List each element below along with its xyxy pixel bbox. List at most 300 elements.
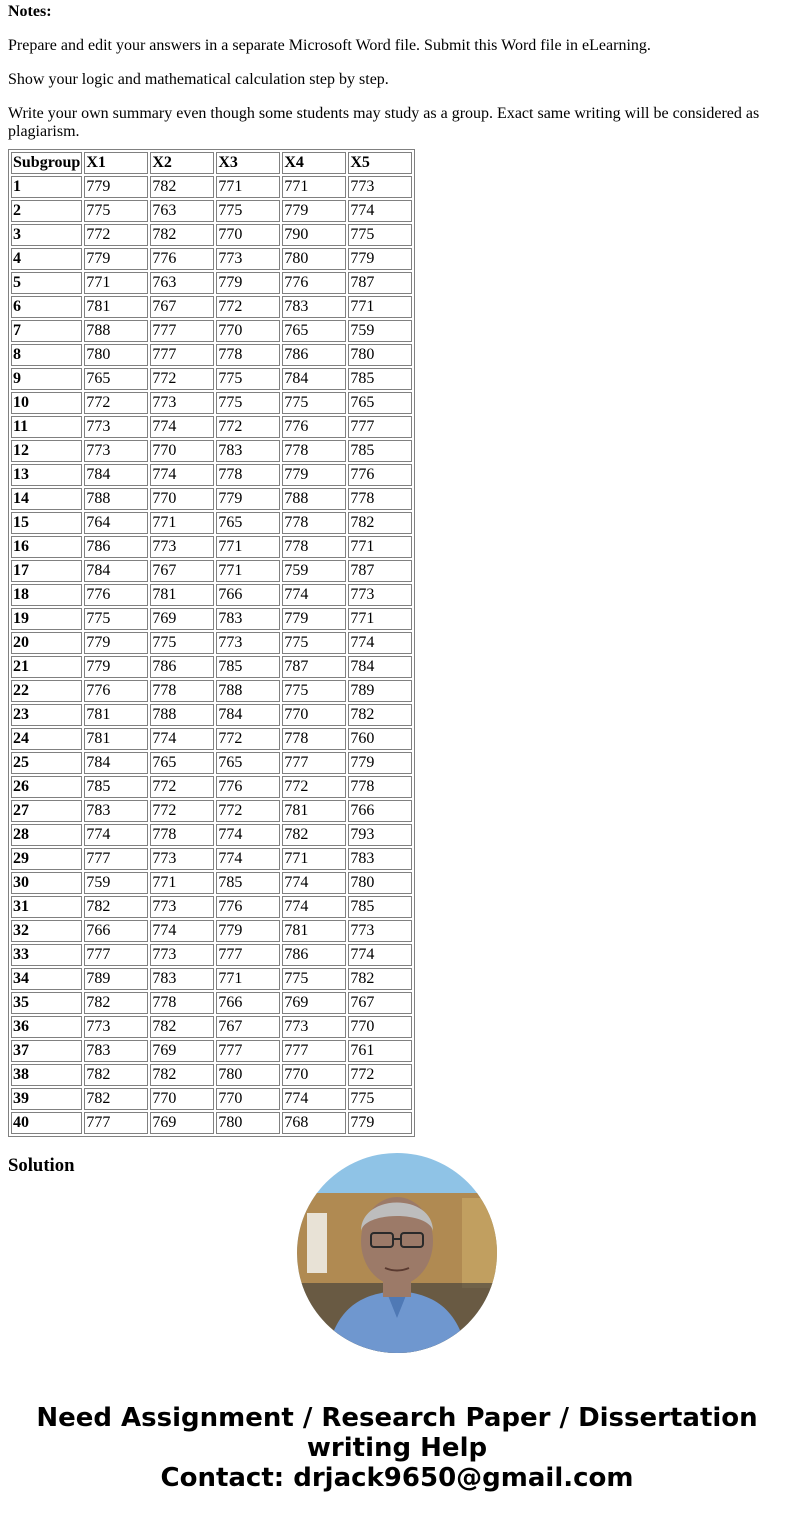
author-avatar bbox=[297, 1153, 497, 1353]
value-cell: 784 bbox=[348, 656, 412, 678]
value-cell: 783 bbox=[216, 440, 280, 462]
value-cell: 778 bbox=[216, 464, 280, 486]
value-cell: 770 bbox=[150, 488, 214, 510]
value-cell: 777 bbox=[282, 1040, 346, 1062]
banner-contact-email: Contact: drjack9650@gmail.com bbox=[160, 1463, 634, 1493]
value-cell: 772 bbox=[348, 1064, 412, 1086]
value-cell: 782 bbox=[84, 992, 148, 1014]
value-cell: 771 bbox=[216, 560, 280, 582]
table-row bbox=[11, 200, 412, 222]
value-cell: 778 bbox=[282, 440, 346, 462]
value-cell: 770 bbox=[150, 1088, 214, 1110]
value-cell: 786 bbox=[282, 944, 346, 966]
value-cell: 763 bbox=[150, 272, 214, 294]
value-cell: 784 bbox=[84, 464, 148, 486]
value-cell: 774 bbox=[150, 728, 214, 750]
subgroup-cell: 13 bbox=[11, 464, 82, 486]
value-cell: 775 bbox=[150, 632, 214, 654]
value-cell: 771 bbox=[216, 176, 280, 198]
value-cell: 765 bbox=[216, 512, 280, 534]
value-cell: 784 bbox=[84, 752, 148, 774]
table-row bbox=[11, 176, 412, 198]
value-cell: 773 bbox=[348, 176, 412, 198]
value-cell: 773 bbox=[84, 1016, 148, 1038]
value-cell: 786 bbox=[150, 656, 214, 678]
value-cell: 776 bbox=[84, 584, 148, 606]
value-cell: 765 bbox=[216, 752, 280, 774]
value-cell: 772 bbox=[216, 416, 280, 438]
value-cell: 785 bbox=[216, 872, 280, 894]
table-row bbox=[11, 272, 412, 294]
value-cell: 774 bbox=[216, 824, 280, 846]
table-row bbox=[11, 368, 412, 390]
subgroup-cell: 8 bbox=[11, 344, 82, 366]
value-cell: 784 bbox=[216, 704, 280, 726]
value-cell: 782 bbox=[348, 512, 412, 534]
value-cell: 778 bbox=[282, 728, 346, 750]
table-row bbox=[11, 752, 412, 774]
value-cell: 771 bbox=[348, 608, 412, 630]
value-cell: 776 bbox=[216, 896, 280, 918]
subgroup-cell: 23 bbox=[11, 704, 82, 726]
subgroup-cell: 18 bbox=[11, 584, 82, 606]
value-cell: 772 bbox=[150, 776, 214, 798]
value-cell: 775 bbox=[84, 200, 148, 222]
value-cell: 793 bbox=[348, 824, 412, 846]
value-cell: 773 bbox=[348, 584, 412, 606]
value-cell: 769 bbox=[150, 1040, 214, 1062]
solution-heading: Solution bbox=[8, 1155, 75, 1176]
value-cell: 788 bbox=[84, 488, 148, 510]
value-cell: 770 bbox=[216, 1088, 280, 1110]
table-row bbox=[11, 680, 412, 702]
value-cell: 773 bbox=[216, 248, 280, 270]
value-cell: 771 bbox=[282, 176, 346, 198]
table-row bbox=[11, 536, 412, 558]
table-row bbox=[11, 1088, 412, 1110]
value-cell: 769 bbox=[282, 992, 346, 1014]
value-cell: 780 bbox=[216, 1112, 280, 1134]
value-cell: 777 bbox=[84, 944, 148, 966]
value-cell: 783 bbox=[348, 848, 412, 870]
header-x2: X2 bbox=[150, 152, 214, 174]
table-row bbox=[11, 224, 412, 246]
subgroup-data-table bbox=[8, 149, 415, 1137]
value-cell: 766 bbox=[216, 992, 280, 1014]
table-row bbox=[11, 512, 412, 534]
value-cell: 773 bbox=[84, 440, 148, 462]
value-cell: 766 bbox=[216, 584, 280, 606]
table-row bbox=[11, 608, 412, 630]
table-row bbox=[11, 296, 412, 318]
table-row bbox=[11, 320, 412, 342]
value-cell: 782 bbox=[84, 1088, 148, 1110]
table-header-row bbox=[11, 152, 412, 174]
value-cell: 788 bbox=[282, 488, 346, 510]
value-cell: 779 bbox=[84, 632, 148, 654]
value-cell: 771 bbox=[282, 848, 346, 870]
value-cell: 776 bbox=[84, 680, 148, 702]
subgroup-cell: 37 bbox=[11, 1040, 82, 1062]
subgroup-cell: 38 bbox=[11, 1064, 82, 1086]
value-cell: 774 bbox=[150, 416, 214, 438]
value-cell: 782 bbox=[84, 896, 148, 918]
value-cell: 774 bbox=[282, 584, 346, 606]
subgroup-cell: 36 bbox=[11, 1016, 82, 1038]
value-cell: 782 bbox=[282, 824, 346, 846]
document-body bbox=[8, 0, 786, 1177]
value-cell: 775 bbox=[282, 968, 346, 990]
header-x3: X3 bbox=[216, 152, 280, 174]
value-cell: 765 bbox=[84, 368, 148, 390]
value-cell: 781 bbox=[84, 704, 148, 726]
value-cell: 766 bbox=[84, 920, 148, 942]
subgroup-cell: 6 bbox=[11, 296, 82, 318]
value-cell: 785 bbox=[84, 776, 148, 798]
contact-banner bbox=[0, 1403, 794, 1493]
value-cell: 776 bbox=[216, 776, 280, 798]
header-subgroup: Subgroup bbox=[11, 152, 82, 174]
table-row bbox=[11, 1016, 412, 1038]
value-cell: 785 bbox=[216, 656, 280, 678]
table-row bbox=[11, 488, 412, 510]
value-cell: 770 bbox=[216, 320, 280, 342]
banner-line-2: writing Help bbox=[306, 1433, 488, 1463]
table-row bbox=[11, 968, 412, 990]
value-cell: 776 bbox=[282, 272, 346, 294]
value-cell: 782 bbox=[150, 1016, 214, 1038]
note-paragraph-1: Prepare and edit your answers in a separate Microsoft Word file. Submit this Word file in eLearning. bbox=[8, 37, 651, 54]
subgroup-cell: 14 bbox=[11, 488, 82, 510]
subgroup-cell: 22 bbox=[11, 680, 82, 702]
subgroup-cell: 26 bbox=[11, 776, 82, 798]
subgroup-cell: 20 bbox=[11, 632, 82, 654]
subgroup-cell: 32 bbox=[11, 920, 82, 942]
subgroup-cell: 4 bbox=[11, 248, 82, 270]
value-cell: 774 bbox=[348, 944, 412, 966]
value-cell: 759 bbox=[282, 560, 346, 582]
value-cell: 772 bbox=[216, 296, 280, 318]
value-cell: 773 bbox=[348, 920, 412, 942]
value-cell: 788 bbox=[150, 704, 214, 726]
subgroup-cell: 3 bbox=[11, 224, 82, 246]
value-cell: 777 bbox=[216, 1040, 280, 1062]
table-row bbox=[11, 872, 412, 894]
subgroup-cell: 7 bbox=[11, 320, 82, 342]
value-cell: 781 bbox=[282, 920, 346, 942]
subgroup-cell: 33 bbox=[11, 944, 82, 966]
table-row bbox=[11, 728, 412, 750]
value-cell: 759 bbox=[84, 872, 148, 894]
value-cell: 779 bbox=[348, 1112, 412, 1134]
table-row bbox=[11, 800, 412, 822]
value-cell: 771 bbox=[84, 272, 148, 294]
value-cell: 766 bbox=[348, 800, 412, 822]
table-row bbox=[11, 1064, 412, 1086]
subgroup-cell: 9 bbox=[11, 368, 82, 390]
value-cell: 782 bbox=[348, 704, 412, 726]
value-cell: 786 bbox=[84, 536, 148, 558]
subgroup-cell: 5 bbox=[11, 272, 82, 294]
value-cell: 761 bbox=[348, 1040, 412, 1062]
value-cell: 777 bbox=[216, 944, 280, 966]
subgroup-cell: 12 bbox=[11, 440, 82, 462]
value-cell: 767 bbox=[150, 296, 214, 318]
value-cell: 775 bbox=[282, 392, 346, 414]
value-cell: 774 bbox=[348, 200, 412, 222]
subgroup-cell: 21 bbox=[11, 656, 82, 678]
value-cell: 782 bbox=[150, 224, 214, 246]
value-cell: 779 bbox=[348, 248, 412, 270]
value-cell: 783 bbox=[150, 968, 214, 990]
value-cell: 778 bbox=[282, 536, 346, 558]
table-row bbox=[11, 344, 412, 366]
table-row bbox=[11, 1040, 412, 1062]
value-cell: 779 bbox=[282, 200, 346, 222]
table-row bbox=[11, 848, 412, 870]
value-cell: 779 bbox=[84, 656, 148, 678]
table-body bbox=[11, 176, 412, 1134]
value-cell: 772 bbox=[216, 728, 280, 750]
value-cell: 783 bbox=[282, 296, 346, 318]
value-cell: 780 bbox=[84, 344, 148, 366]
table-row bbox=[11, 392, 412, 414]
value-cell: 775 bbox=[216, 200, 280, 222]
table-row bbox=[11, 440, 412, 462]
value-cell: 774 bbox=[282, 896, 346, 918]
value-cell: 781 bbox=[84, 728, 148, 750]
value-cell: 768 bbox=[282, 1112, 346, 1134]
value-cell: 786 bbox=[282, 344, 346, 366]
value-cell: 774 bbox=[150, 920, 214, 942]
value-cell: 765 bbox=[348, 392, 412, 414]
value-cell: 779 bbox=[216, 272, 280, 294]
value-cell: 781 bbox=[84, 296, 148, 318]
value-cell: 783 bbox=[84, 800, 148, 822]
value-cell: 787 bbox=[348, 560, 412, 582]
value-cell: 784 bbox=[84, 560, 148, 582]
table-row bbox=[11, 1112, 412, 1134]
value-cell: 784 bbox=[282, 368, 346, 390]
value-cell: 777 bbox=[84, 1112, 148, 1134]
value-cell: 772 bbox=[282, 776, 346, 798]
subgroup-cell: 40 bbox=[11, 1112, 82, 1134]
value-cell: 767 bbox=[216, 1016, 280, 1038]
value-cell: 759 bbox=[348, 320, 412, 342]
value-cell: 787 bbox=[282, 656, 346, 678]
value-cell: 775 bbox=[282, 680, 346, 702]
value-cell: 773 bbox=[216, 632, 280, 654]
value-cell: 775 bbox=[282, 632, 346, 654]
subgroup-cell: 34 bbox=[11, 968, 82, 990]
value-cell: 771 bbox=[216, 536, 280, 558]
value-cell: 787 bbox=[348, 272, 412, 294]
table-row bbox=[11, 560, 412, 582]
value-cell: 765 bbox=[282, 320, 346, 342]
value-cell: 782 bbox=[348, 968, 412, 990]
value-cell: 770 bbox=[282, 704, 346, 726]
value-cell: 763 bbox=[150, 200, 214, 222]
subgroup-cell: 25 bbox=[11, 752, 82, 774]
value-cell: 769 bbox=[150, 1112, 214, 1134]
note-paragraph-2: Show your logic and mathematical calculation step by step. bbox=[8, 71, 389, 88]
notes-heading: Notes: bbox=[8, 3, 52, 20]
value-cell: 767 bbox=[150, 560, 214, 582]
value-cell: 772 bbox=[150, 800, 214, 822]
table-row bbox=[11, 992, 412, 1014]
value-cell: 779 bbox=[348, 752, 412, 774]
value-cell: 785 bbox=[348, 896, 412, 918]
subgroup-cell: 29 bbox=[11, 848, 82, 870]
table-row bbox=[11, 464, 412, 486]
value-cell: 773 bbox=[84, 416, 148, 438]
value-cell: 789 bbox=[348, 680, 412, 702]
table-row bbox=[11, 584, 412, 606]
value-cell: 775 bbox=[348, 224, 412, 246]
value-cell: 779 bbox=[216, 488, 280, 510]
value-cell: 778 bbox=[282, 512, 346, 534]
value-cell: 777 bbox=[150, 344, 214, 366]
value-cell: 771 bbox=[348, 296, 412, 318]
value-cell: 778 bbox=[150, 680, 214, 702]
value-cell: 782 bbox=[150, 1064, 214, 1086]
value-cell: 788 bbox=[84, 320, 148, 342]
value-cell: 779 bbox=[84, 176, 148, 198]
value-cell: 780 bbox=[348, 344, 412, 366]
value-cell: 770 bbox=[348, 1016, 412, 1038]
value-cell: 770 bbox=[282, 1064, 346, 1086]
subgroup-cell: 31 bbox=[11, 896, 82, 918]
value-cell: 772 bbox=[150, 368, 214, 390]
value-cell: 779 bbox=[282, 608, 346, 630]
value-cell: 774 bbox=[348, 632, 412, 654]
value-cell: 777 bbox=[150, 320, 214, 342]
value-cell: 774 bbox=[150, 464, 214, 486]
table-row bbox=[11, 824, 412, 846]
subgroup-cell: 28 bbox=[11, 824, 82, 846]
value-cell: 775 bbox=[216, 368, 280, 390]
value-cell: 770 bbox=[216, 224, 280, 246]
value-cell: 778 bbox=[348, 488, 412, 510]
table-row bbox=[11, 656, 412, 678]
table-row bbox=[11, 704, 412, 726]
value-cell: 774 bbox=[282, 1088, 346, 1110]
value-cell: 777 bbox=[282, 752, 346, 774]
value-cell: 780 bbox=[216, 1064, 280, 1086]
value-cell: 774 bbox=[282, 872, 346, 894]
value-cell: 782 bbox=[84, 1064, 148, 1086]
table-row bbox=[11, 920, 412, 942]
header-x5: X5 bbox=[348, 152, 412, 174]
value-cell: 767 bbox=[348, 992, 412, 1014]
subgroup-cell: 15 bbox=[11, 512, 82, 534]
value-cell: 789 bbox=[84, 968, 148, 990]
table-row bbox=[11, 944, 412, 966]
value-cell: 775 bbox=[216, 392, 280, 414]
subgroup-cell: 16 bbox=[11, 536, 82, 558]
subgroup-cell: 39 bbox=[11, 1088, 82, 1110]
value-cell: 781 bbox=[282, 800, 346, 822]
table-row bbox=[11, 896, 412, 918]
table-row bbox=[11, 776, 412, 798]
value-cell: 769 bbox=[150, 608, 214, 630]
table-row bbox=[11, 248, 412, 270]
note-paragraph-3: Write your own summary even though some students may study as a group. Exact same writing will be considered as plagiarism. bbox=[8, 105, 760, 140]
value-cell: 775 bbox=[348, 1088, 412, 1110]
value-cell: 779 bbox=[84, 248, 148, 270]
value-cell: 780 bbox=[282, 248, 346, 270]
value-cell: 773 bbox=[150, 392, 214, 414]
value-cell: 772 bbox=[216, 800, 280, 822]
value-cell: 773 bbox=[150, 536, 214, 558]
value-cell: 771 bbox=[150, 872, 214, 894]
subgroup-cell: 10 bbox=[11, 392, 82, 414]
header-x4: X4 bbox=[282, 152, 346, 174]
value-cell: 781 bbox=[150, 584, 214, 606]
value-cell: 779 bbox=[282, 464, 346, 486]
value-cell: 770 bbox=[150, 440, 214, 462]
value-cell: 782 bbox=[150, 176, 214, 198]
value-cell: 790 bbox=[282, 224, 346, 246]
value-cell: 773 bbox=[150, 848, 214, 870]
value-cell: 776 bbox=[282, 416, 346, 438]
value-cell: 785 bbox=[348, 440, 412, 462]
value-cell: 771 bbox=[216, 968, 280, 990]
value-cell: 774 bbox=[216, 848, 280, 870]
banner-line-1: Need Assignment / Research Paper / Dissertation bbox=[36, 1403, 758, 1433]
value-cell: 771 bbox=[150, 512, 214, 534]
value-cell: 764 bbox=[84, 512, 148, 534]
subgroup-cell: 27 bbox=[11, 800, 82, 822]
value-cell: 774 bbox=[84, 824, 148, 846]
subgroup-cell: 1 bbox=[11, 176, 82, 198]
value-cell: 778 bbox=[150, 824, 214, 846]
value-cell: 777 bbox=[84, 848, 148, 870]
value-cell: 773 bbox=[150, 944, 214, 966]
value-cell: 779 bbox=[216, 920, 280, 942]
table-row bbox=[11, 632, 412, 654]
value-cell: 780 bbox=[348, 872, 412, 894]
subgroup-cell: 11 bbox=[11, 416, 82, 438]
value-cell: 783 bbox=[84, 1040, 148, 1062]
value-cell: 777 bbox=[348, 416, 412, 438]
value-cell: 760 bbox=[348, 728, 412, 750]
subgroup-cell: 17 bbox=[11, 560, 82, 582]
value-cell: 778 bbox=[348, 776, 412, 798]
value-cell: 772 bbox=[84, 224, 148, 246]
value-cell: 771 bbox=[348, 536, 412, 558]
value-cell: 776 bbox=[150, 248, 214, 270]
value-cell: 773 bbox=[282, 1016, 346, 1038]
subgroup-cell: 24 bbox=[11, 728, 82, 750]
value-cell: 785 bbox=[348, 368, 412, 390]
subgroup-cell: 19 bbox=[11, 608, 82, 630]
value-cell: 772 bbox=[84, 392, 148, 414]
value-cell: 775 bbox=[84, 608, 148, 630]
subgroup-cell: 30 bbox=[11, 872, 82, 894]
subgroup-cell: 2 bbox=[11, 200, 82, 222]
value-cell: 778 bbox=[150, 992, 214, 1014]
value-cell: 783 bbox=[216, 608, 280, 630]
table-row bbox=[11, 416, 412, 438]
value-cell: 765 bbox=[150, 752, 214, 774]
value-cell: 776 bbox=[348, 464, 412, 486]
header-x1: X1 bbox=[84, 152, 148, 174]
value-cell: 788 bbox=[216, 680, 280, 702]
value-cell: 778 bbox=[216, 344, 280, 366]
person-photo-icon bbox=[297, 1153, 497, 1353]
value-cell: 773 bbox=[150, 896, 214, 918]
